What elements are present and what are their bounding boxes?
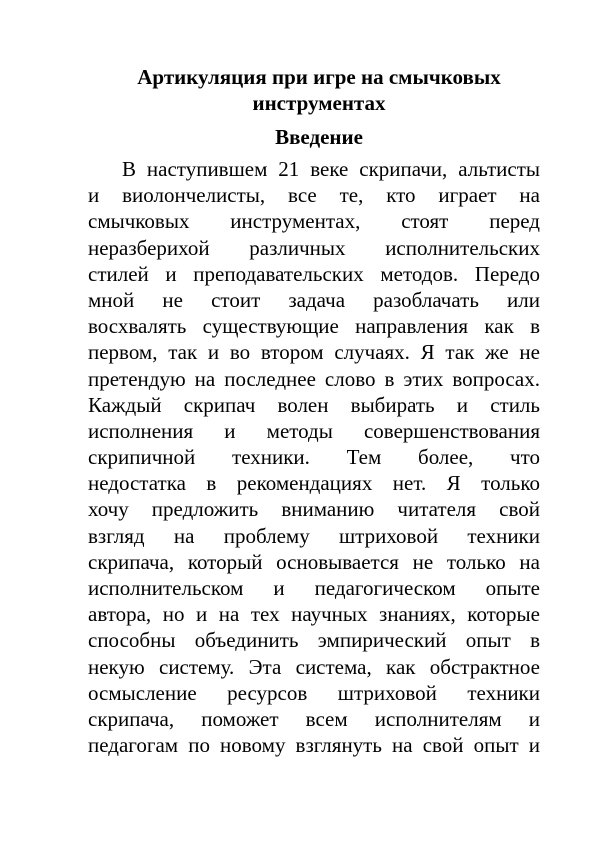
paragraph-line: первом, так и во втором случаях. Я так же не <box>88 340 540 365</box>
paragraph-line: претендую на последнее слово в этих вопросах. <box>88 366 540 391</box>
paragraph-line: восхвалять существующие направления как в <box>88 314 540 339</box>
paragraph-line: взгляд на проблему штриховой техники <box>88 523 540 548</box>
paragraph-line: В наступившем 21 веке скрипачи, альтисты <box>122 157 540 181</box>
paragraph-line: педагогам по новому взглянуть на свой опыт и <box>88 733 540 758</box>
paragraph-line: скрипача, поможет всем исполнителям и <box>88 706 540 731</box>
paragraph-line: некую систему. Эта система, как обстрактное <box>88 654 540 679</box>
paragraph-line: исполнения и методы совершенствования <box>88 418 540 443</box>
paragraph-line: недостатка в рекомендациях нет. Я только <box>88 471 540 496</box>
title-line-2: инструментах <box>252 91 386 115</box>
paragraph-line: скрипача, который основывается не только на <box>88 549 540 574</box>
paragraph-line: мной не стоит задача разоблачать или <box>88 287 540 312</box>
paragraph-line: неразберихой различных исполнительских <box>88 235 540 260</box>
paragraph-line: автора, но и на тех научных знаниях, которые <box>88 602 540 627</box>
title-line-1: Артикуляция при игре на смычковых <box>137 65 501 89</box>
paragraph-line: исполнительском и педагогическом опыте <box>88 576 540 600</box>
paragraph-line: скрипичной техники. Тем более, что <box>88 445 540 470</box>
paragraph-line: и виолончелисты, все те, кто играет на <box>88 183 540 208</box>
body-paragraph <box>88 156 540 758</box>
paragraph-line: осмысление ресурсов штриховой техники <box>88 680 540 705</box>
paragraph-line: хочу предложить вниманию читателя свой <box>88 497 540 522</box>
section-heading: Введение <box>275 125 363 149</box>
paragraph-line: смычковых инструментах, стоят перед <box>88 209 540 234</box>
document-title <box>88 64 550 116</box>
paragraph-line: способны объединить эмпирический опыт в <box>88 628 540 653</box>
paragraph-line: Каждый скрипач волен выбирать и стиль <box>88 392 540 417</box>
paragraph-line: стилей и преподавательских методов. Передо <box>88 261 540 286</box>
